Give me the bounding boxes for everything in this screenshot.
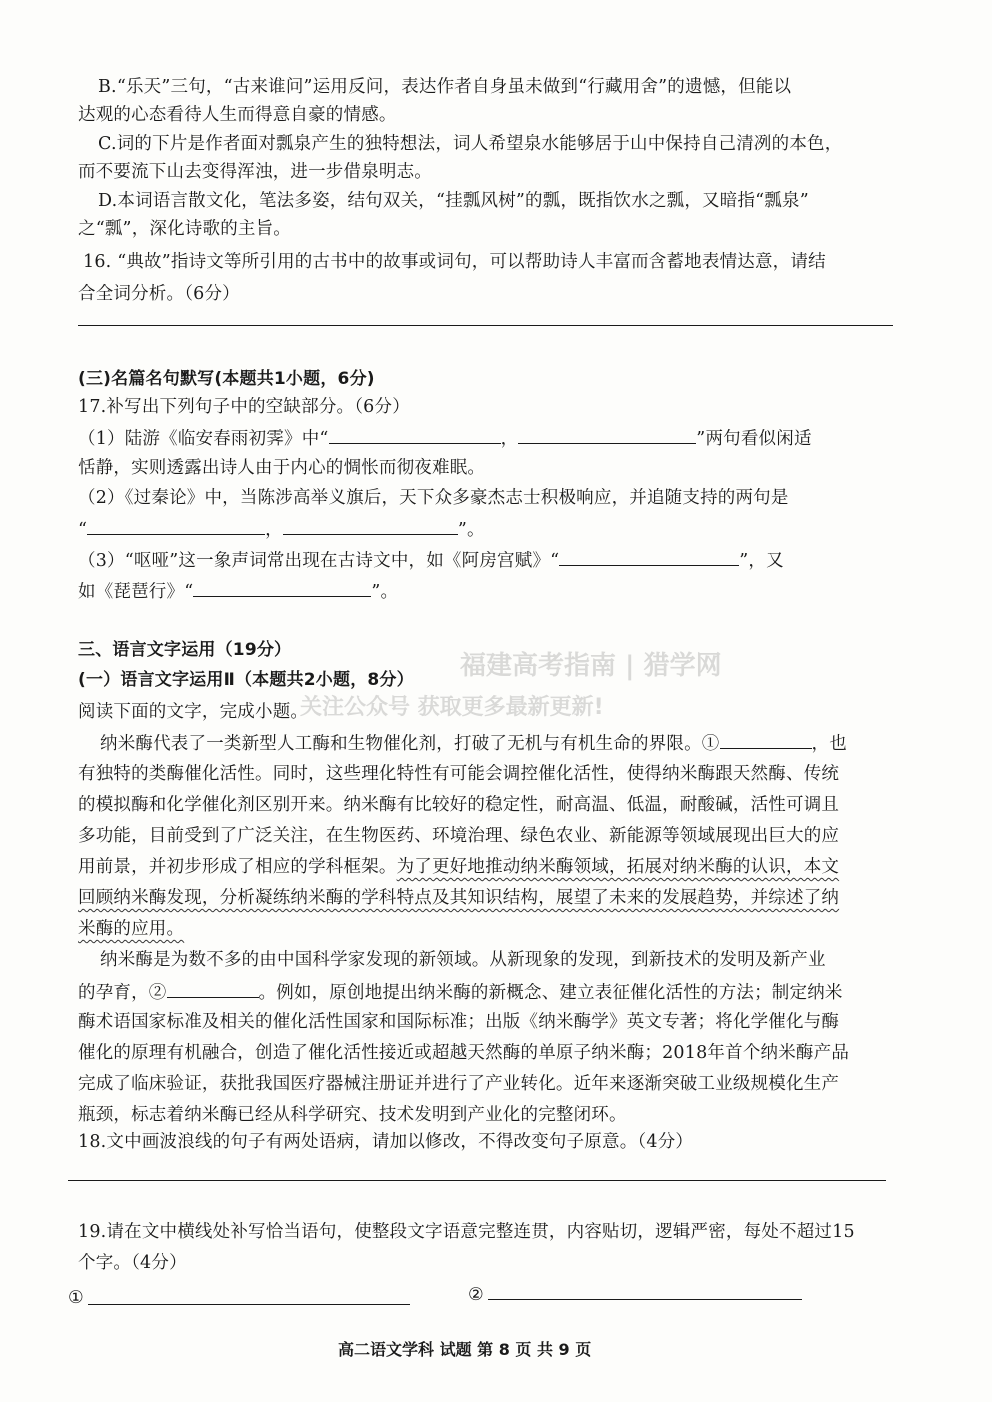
q17-item1-line2: 恬静，实则透露出诗人由于内心的惆怅而彻夜难眠。 [78,458,486,478]
passage-p2-text: 的孕育，② [78,983,167,1003]
passage-p1-tail: ，也 [811,734,847,754]
q17-item2-sep: ， [265,520,283,540]
q19-answer-1-marker: ① [68,1288,84,1308]
passage-p1-text: 纳米酶代表了一类新型人工酶和生物催化剂，打破了无机与有机生命的界限。① [100,734,720,754]
q15-option-c-line2: 而不要流下山去变得浑浊，进一步借泉明志。 [78,162,432,182]
passage-p2-line4: 催化的原理有机融合，创造了催化活性接近或超越天然酶的单原子纳米酶；2018年首个纳米酶产品 [78,1043,850,1063]
subsection-1-heading: (一）语言文字运用Ⅱ（本题共2小题，8分） [78,670,414,690]
passage-p2-line3: 酶术语国家标准及相关的催化活性国家和国际标准；出版《纳米酶学》英文专著；将化学催化与酶 [78,1012,840,1032]
page-footer: 高二语文学科 试题 第 8 页 共 9 页 [338,1340,592,1359]
q17-item1-sep: ， [500,429,519,449]
wavy-sentence-part3: 米酶的应用。 [78,919,185,939]
passage-p1-line3: 的模拟酶和化学催化剂区别开来。纳米酶有比较好的稳定性，耐高温、低温，耐酸碱，活性可调且 [78,795,840,815]
q17-item3 [78,547,784,573]
passage-p2-line5: 完成了临床验证，获批我国医疗器械注册证并进行了产业转化。近年来逐渐突破工业级规模化生产 [78,1074,840,1094]
q15-option-d-line1: D.本词语言散文化，笔法多姿，结句双关，“挂瓢风树”的瓢，既指饮水之瓢，又暗指“瓢泉” [98,191,809,211]
q15-option-d-line2: 之“瓢”，深化诗歌的主旨。 [78,219,291,239]
q17-item3-tail: ”，又 [739,551,784,571]
q18-prompt: 18.文中画波浪线的句子有两处语病，请加以修改，不得改变句子原意。（4分） [78,1132,694,1152]
q17-item1 [78,425,812,451]
passage-p1-line5-text: 用前景，并初步形成了相应的学科框架。 [78,857,397,877]
q17-item2-blank2[interactable] [283,516,458,535]
reading-instruction: 阅读下面的文字，完成小题。 [78,702,309,722]
q17-item3-blank1[interactable] [559,547,739,566]
q17-item3-line2 [78,578,398,604]
q15-option-b-line2: 达观的心态看待人生而得意自豪的情感。 [78,105,397,125]
passage-p2-tail: 。例如，原创地提出纳米酶的新概念、建立表征催化活性的方法；制定纳米 [258,983,843,1003]
q17-item3-blank2[interactable] [193,578,371,597]
watermark-line2: 关注公众号 获取更多最新更新! [300,695,604,720]
passage-p2-line2 [78,979,843,1005]
q19-prompt-line2: 个字。（4分） [78,1253,187,1273]
q17-item2-line2 [78,516,485,542]
q17-prompt: 17.补写出下列句子中的空缺部分。（6分） [78,397,410,417]
section-3-heading: (三)名篇名句默写(本题共1小题，6分) [78,369,375,389]
q17-item2-open-quote: “ [78,520,88,540]
q17-item2: （2）《过秦论》中，当陈涉高举义旗后，天下众多豪杰志士积极响应，并追随支持的两句是 [78,488,789,508]
passage-p1-line2: 有独特的类酶催化活性。同时，这些理化特性有可能会调控催化活性，使得纳米酶跟天然酶、传统 [78,764,840,784]
q18-answer-line[interactable] [68,1180,886,1181]
q16-prompt-line2: 合全词分析。（6分） [78,284,240,304]
q17-item1-blank1[interactable] [329,425,501,444]
q16-answer-line[interactable] [78,325,893,326]
part-3-heading: 三、语言文字运用（19分） [78,640,292,660]
q16-prompt-line1: 16. “典故”指诗文等所引用的古书中的故事或词句，可以帮助诗人丰富而含蓄地表情达意，请结 [83,252,826,272]
wavy-sentence-part1: 为了更好地推动纳米酶领域，拓展对纳米酶的认识，本文 [396,857,840,877]
q19-answer-2-marker: ② [468,1285,484,1305]
passage-p1-line4: 多功能，目前受到了广泛关注，在生物医药、环境治理、绿色农业、新能源等领域展现出巨大的应 [78,826,840,846]
passage-p2-line1: 纳米酶是为数不多的由中国科学家发现的新领域。从新现象的发现，到新技术的发明及新产业 [100,950,826,970]
wavy-sentence-part2: 回顾纳米酶发现，分析凝练纳米酶的学科特点及其知识结构，展望了未来的发展趋势，并综述了纳 [78,888,840,908]
q17-item1-text: （1）陆游《临安春雨初霁》中“ [78,429,329,449]
q19-answer-2-line[interactable] [488,1299,802,1300]
passage-blank-1[interactable] [720,730,812,749]
q17-item1-tail: ”两句看似闲适 [696,429,812,449]
q17-item3-text: （3）“呕哑”这一象声词常出现在古诗文中，如《阿房宫赋》“ [78,551,560,571]
passage-p1-line5 [78,855,839,879]
q17-item3-close: ”。 [371,582,399,602]
q15-option-b-line1: B.“乐天”三句，“古来谁问”运用反问，表达作者自身虽未做到“行藏用舍”的遗憾，但能以 [98,77,792,97]
q17-item2-blank1[interactable] [87,516,265,535]
q17-item2-close-quote: ”。 [457,520,485,540]
passage-p1-line1 [100,730,847,756]
q17-item3-text2: 如《琵琶行》“ [78,582,194,602]
passage-blank-2[interactable] [167,979,259,998]
passage-p2-line6: 瓶颈，标志着纳米酶已经从科学研究、技术发明到产业化的完整闭环。 [78,1105,627,1125]
q15-option-c-line1: C.词的下片是作者面对瓢泉产生的独特想法，词人希望泉水能够居于山中保持自己清冽的本色， [98,134,843,154]
watermark-line1: 福建高考指南 | 猎学网 [460,651,722,681]
q19-answer-1-line[interactable] [88,1304,410,1305]
q17-item1-blank2[interactable] [518,425,696,444]
q19-prompt-line1: 19.请在文中横线处补写恰当语句，使整段文字语意完整连贯，内容贴切，逻辑严密，每处不超过15 [78,1222,855,1242]
